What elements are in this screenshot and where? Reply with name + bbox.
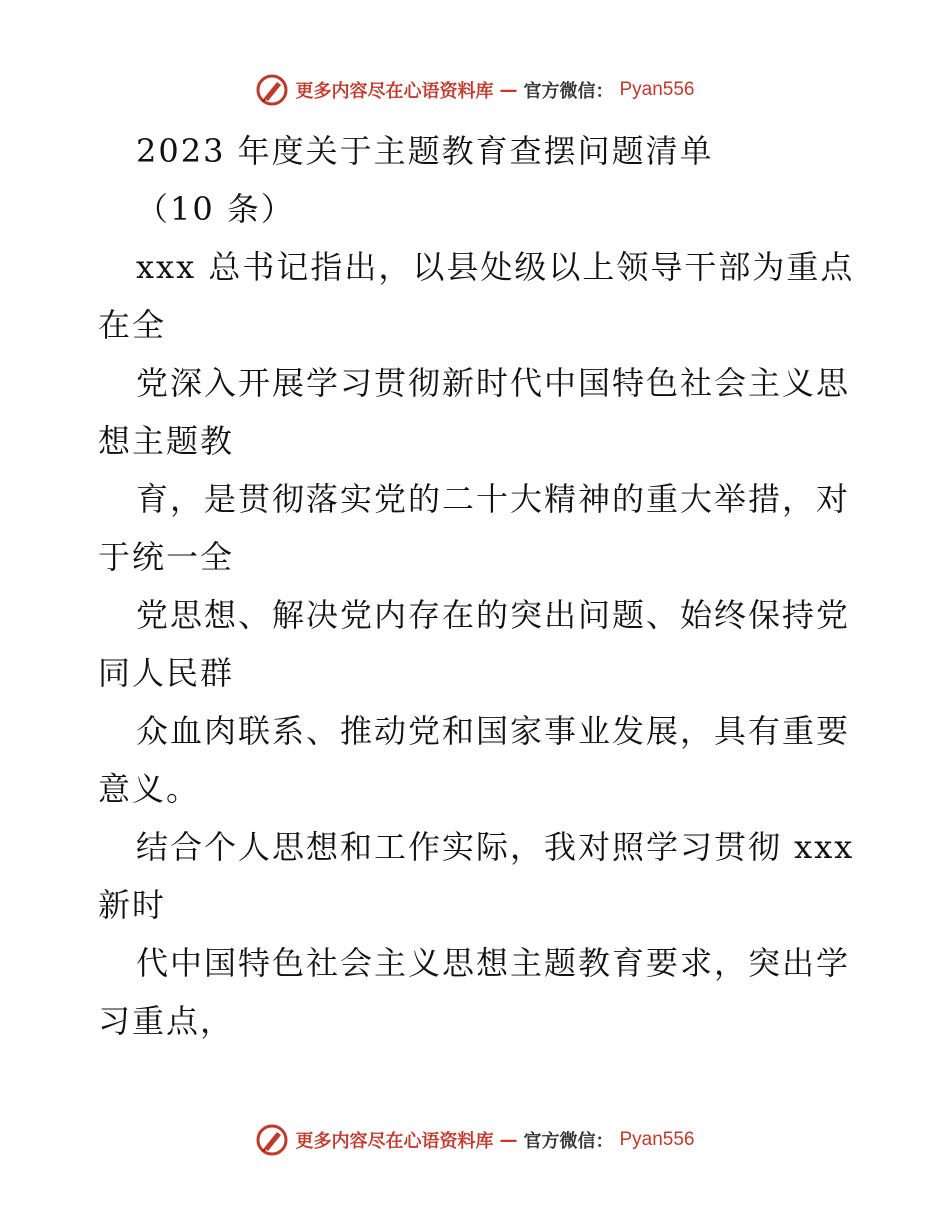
watermark-dash: —: [499, 1129, 518, 1151]
document-body: [98, 122, 858, 1050]
pen-seal-icon: [255, 73, 289, 107]
body-line: 新时: [98, 886, 167, 924]
watermark-official-label: 官方微信：: [523, 81, 614, 102]
body-line: 意义。: [98, 770, 201, 808]
body-line: xxx 总书记指出，以县处级以上领导干部为重点: [136, 248, 855, 286]
body-line: 习重点，: [98, 1002, 235, 1040]
body-line: 于统一全: [98, 538, 235, 576]
body-line: 结合个人思想和工作实际，我对照学习贯彻 xxx: [136, 828, 855, 866]
body-line: 党深入开展学习贯彻新时代中国特色社会主义思: [136, 364, 851, 402]
body-line: 在全: [98, 306, 167, 344]
body-line: 党思想、解决党内存在的突出问题、始终保持党: [136, 596, 851, 634]
watermark-header: [0, 70, 950, 110]
body-line: 育，是贯彻落实党的二十大精神的重大举措，对: [136, 480, 851, 518]
watermark-site-name: 更多内容尽在心语资料库: [295, 81, 494, 102]
body-line: 想主题教: [98, 422, 235, 460]
watermark-wechat-id: Pyan556: [619, 79, 695, 100]
body-line: 众血肉联系、推动党和国家事业发展，具有重要: [136, 712, 851, 750]
watermark-official-label: 官方微信：: [523, 1131, 614, 1152]
body-line: 代中国特色社会主义思想主题教育要求，突出学: [136, 944, 851, 982]
document-title: 2023 年度关于主题教育查摆问题清单: [136, 132, 714, 170]
watermark-dash: —: [499, 79, 518, 101]
watermark-wechat-id: Pyan556: [619, 1129, 695, 1150]
watermark-site-name: 更多内容尽在心语资料库: [295, 1131, 494, 1152]
watermark-footer: [0, 1120, 950, 1160]
document-subtitle: （10 条）: [136, 190, 295, 228]
pen-seal-icon: [255, 1123, 289, 1157]
body-line: 同人民群: [98, 654, 235, 692]
